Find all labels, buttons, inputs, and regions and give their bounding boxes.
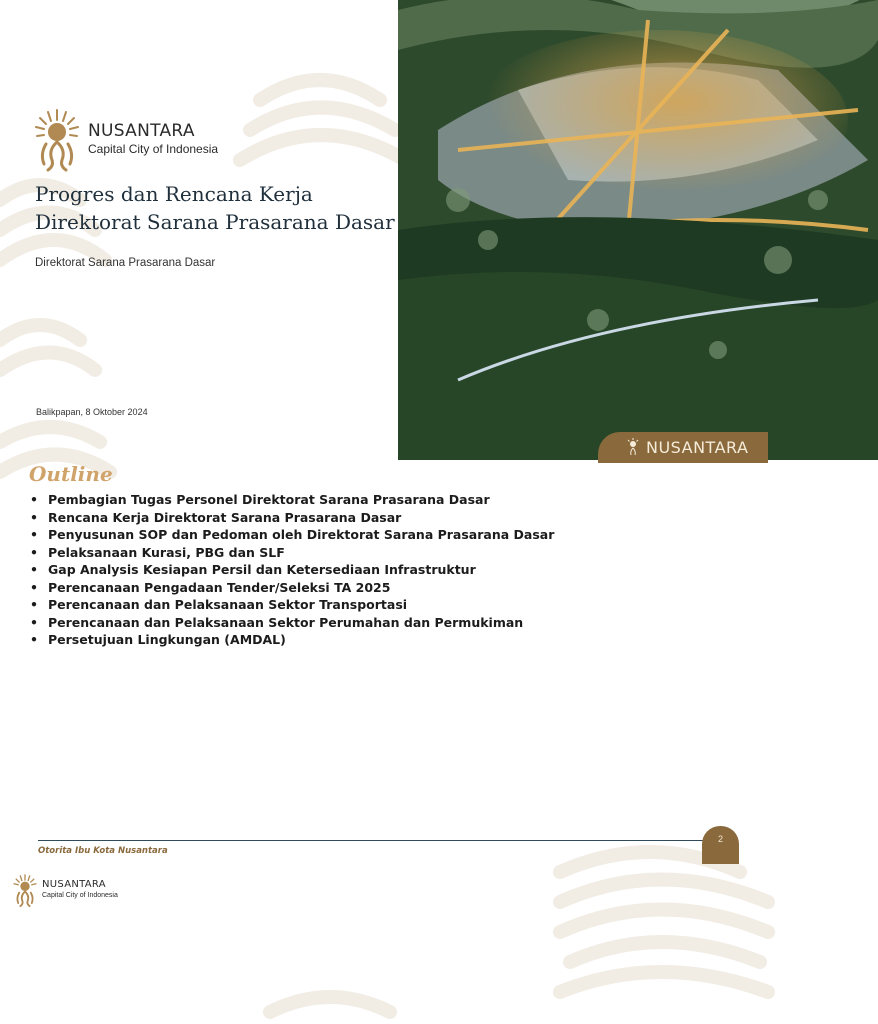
outline-item: • Perencanaan dan Pelaksanaan Sektor Perumahan dan Permukiman — [30, 614, 554, 632]
outline-item: • Rencana Kerja Direktorat Sarana Prasarana Dasar — [30, 509, 554, 527]
nusantara-emblem-icon — [34, 106, 80, 172]
brand-tagline: Capital City of Indonesia — [88, 142, 219, 156]
outline-slide — [0, 432, 768, 1024]
outline-item: • Penyusunan SOP dan Pedoman oleh Direktorat Sarana Prasarana Dasar — [30, 526, 554, 544]
brand-tagline: Capital City of Indonesia — [42, 892, 118, 899]
ribbon-label: NUSANTARA — [646, 438, 749, 457]
title-line-2: Direktorat Sarana Prasarana Dasar — [35, 210, 395, 234]
outline-item: • Perencanaan dan Pelaksanaan Sektor Transportasi — [30, 596, 554, 614]
footer-divider — [38, 840, 704, 841]
outline-item: • Pelaksanaan Kurasi, PBG dan SLF — [30, 544, 554, 562]
outline-heading: Outline — [29, 462, 113, 486]
aerial-city-image — [398, 0, 878, 460]
footer-organization: Otorita Ibu Kota Nusantara — [38, 846, 168, 856]
brand-name: NUSANTARA — [88, 121, 195, 141]
page-number: 2 — [717, 834, 723, 844]
outline-list — [30, 491, 554, 649]
presentation-date: Balikpapan, 8 Oktober 2024 — [36, 407, 148, 417]
nusantara-emblem-icon — [13, 872, 37, 908]
outline-item: • Perencanaan Pengadaan Tender/Seleksi TA 2025 — [30, 579, 554, 597]
brand-logo — [34, 106, 218, 172]
presentation-subtitle: Direktorat Sarana Prasarana Dasar — [35, 257, 216, 269]
title-slide — [0, 0, 768, 457]
outline-item: • Pembagian Tugas Personel Direktorat Sarana Prasarana Dasar — [30, 491, 554, 509]
page-number-tab — [702, 826, 739, 864]
title-line-1: Progres dan Rencana Kerja — [35, 182, 313, 206]
outline-item: • Gap Analysis Kesiapan Persil dan Ketersediaan Infrastruktur — [30, 561, 554, 579]
brand-name: NUSANTARA — [42, 879, 106, 890]
outline-item: • Persetujuan Lingkungan (AMDAL) — [30, 631, 554, 649]
footer-brand-logo — [13, 872, 118, 908]
presentation-title — [35, 180, 405, 236]
